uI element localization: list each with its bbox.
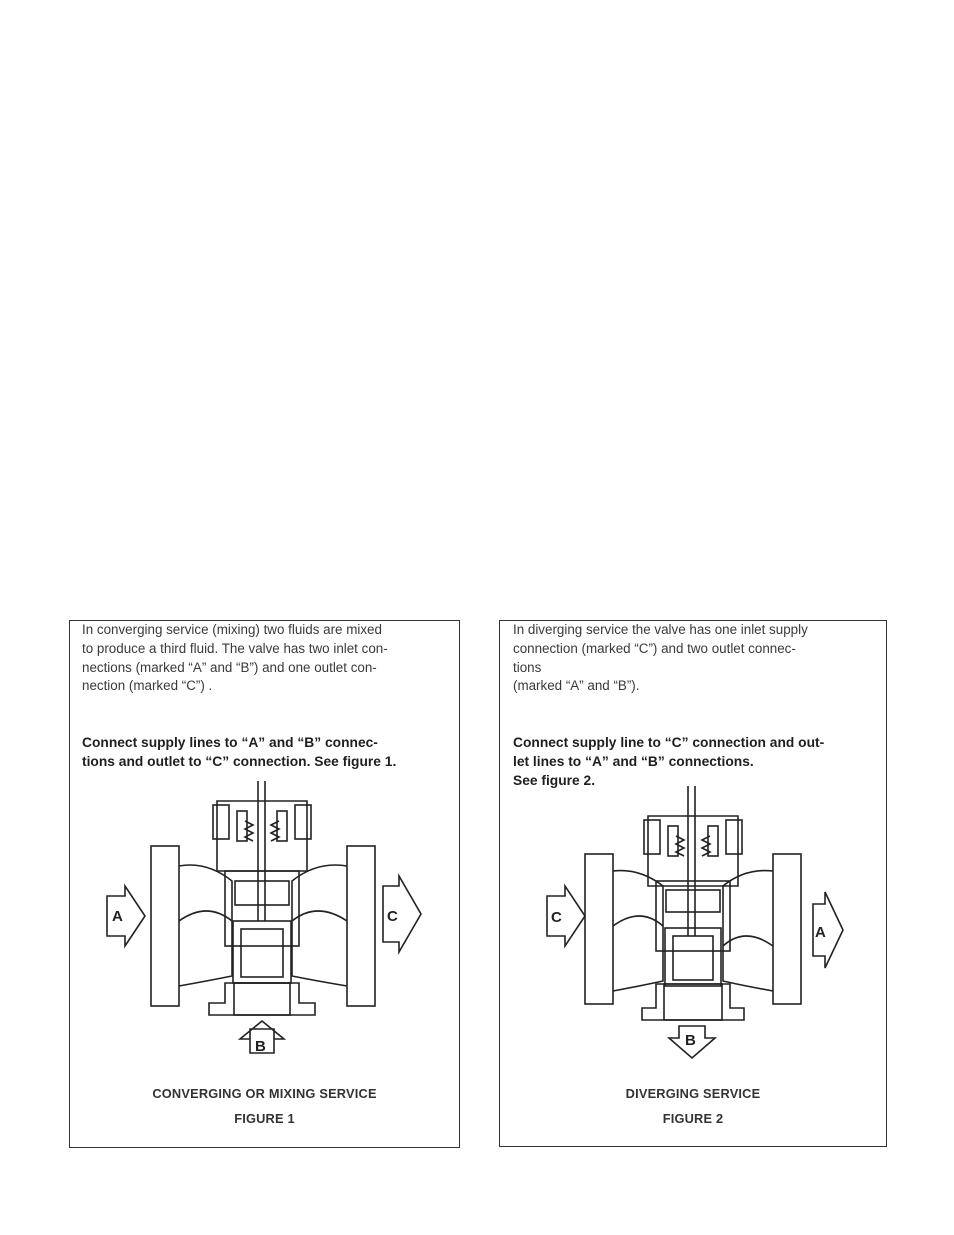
text-line: let lines to “A” and “B” connections. [513,753,754,769]
text-line: See figure 2. [513,772,596,788]
text-line: In converging service (mixing) two fluids are mixed [82,622,382,637]
text-line: nection (marked “C”) . [82,678,213,694]
converging-description [82,621,448,696]
text-line: Connect supply lines to “A” and “B” connec- [82,735,378,750]
port-c-arrow [547,886,585,946]
figure-2-title: DIVERGING SERVICE [625,1086,761,1101]
port-c-label: C [387,908,398,925]
text-line: In diverging service the valve has one inlet supply [513,622,808,637]
port-a-label: A [815,924,826,941]
text-line: to produce a third fluid. The valve has two inlet con- [82,640,388,656]
converging-instructions [82,734,448,772]
figure-2-panel [499,620,887,1147]
text-line: Connect supply line to “C” connection and out- [513,735,825,750]
port-a-arrow [107,886,145,946]
text-line: tions [513,659,542,675]
port-a-arrow [813,892,843,968]
port-a-label: A [112,908,123,925]
text-line: nections (marked “A” and “B”) and one outlet con- [82,659,377,675]
text-line: connection (marked “C”) and two outlet connec- [513,640,796,656]
figure-1-title: CONVERGING OR MIXING SERVICE [152,1086,377,1101]
text-line: (marked “A” and “B”). [513,678,640,694]
port-c-arrow [383,876,421,952]
port-b-arrow [240,1021,284,1055]
port-b-label: B [685,1032,696,1049]
converging-valve-diagram [107,771,417,1071]
text-line: tions and outlet to “C” connection. See figure 1. [82,753,397,769]
figure-1-number: FIGURE 1 [234,1111,295,1126]
figure-1-panel [69,620,460,1148]
port-c-label: C [551,909,562,926]
port-b-arrow [669,1026,715,1058]
diverging-description [513,621,871,696]
figure-2-number: FIGURE 2 [662,1111,724,1126]
diverging-instructions [513,734,871,790]
diverging-valve-diagram [545,786,845,1071]
port-b-label: B [255,1038,266,1055]
